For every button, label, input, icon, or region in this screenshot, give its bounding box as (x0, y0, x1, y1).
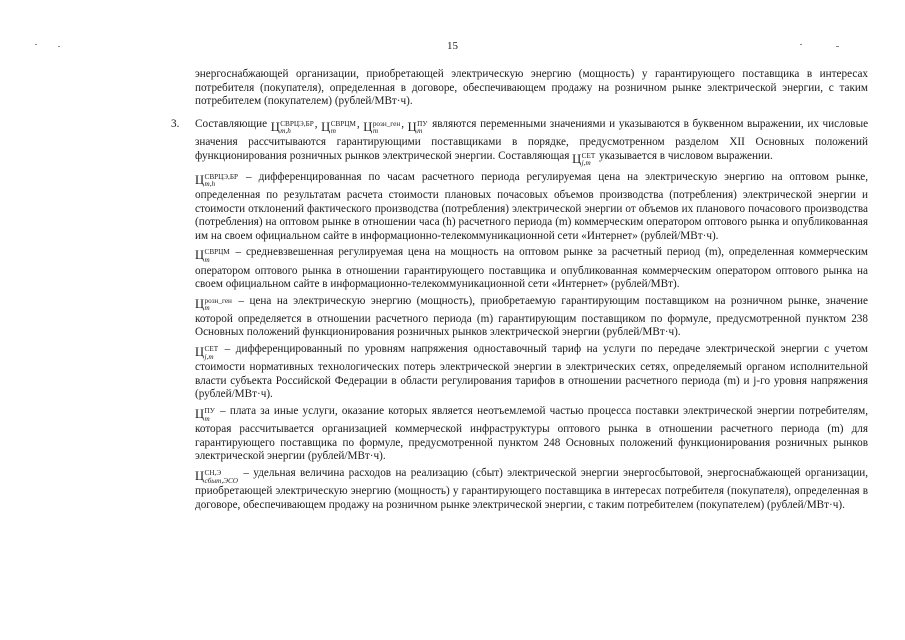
symbol-base: Ц (195, 345, 205, 360)
symbol-subscript: m (330, 127, 336, 136)
definition-sn (195, 467, 868, 512)
symbol-superscript: СЕТ (581, 151, 596, 160)
definition-text: – дифференцированный по уровням напряжения одноставочный тариф на услуги по передаче электрической энергии с учетом стоимости нормативных технологических потерь электрической энергии в электрических сетях, определяемый органом исполнительной власти субъекта Российской Федерации в области регулирования тарифов в отношении расчетного периода (m) и j-го уровня напряжения (рублей/МВт·ч). (195, 343, 869, 401)
symbol-base: Ц (195, 469, 205, 483)
scan-speck (58, 46, 60, 47)
definition-svrcm (195, 246, 868, 291)
symbol-base: Ц (195, 172, 205, 187)
symbol-superscript: розн_ген (372, 119, 401, 128)
symbol-subscript: m,h (204, 180, 216, 189)
symbol-subscript: m (417, 127, 423, 136)
document-body (171, 68, 869, 512)
definition-text: – удельная величина расходов на реализацию (сбыт) электрической энергии энергосбытовой, энергоснабжающей организации, приобретающей электрическую энергию (мощность) у гарантирующего поставщика в интересах потребителя (покупателя), определенная в договоре, обеспечивающем продажу на розничном рынке электрической энергии, с таким потребителем (покупателем) (рублей/МВт·ч). (195, 467, 868, 511)
definition-pu (195, 405, 868, 464)
item-3-text-end: указывается в числовом выражении. (599, 149, 773, 162)
scan-speck (836, 46, 839, 47)
symbol-subscript: j,m (581, 159, 591, 168)
symbol-superscript: СВРЦЭ,БР (280, 119, 314, 128)
definition-rozn-gen (195, 295, 868, 340)
symbol-c-svrce-br (271, 121, 314, 136)
symbol-base: Ц (321, 119, 331, 134)
symbol-c-pu (408, 121, 428, 136)
symbol-c-svrcm (321, 121, 356, 136)
symbol-superscript: ПУ (417, 119, 428, 128)
definition-text: – цена на электрическую энергию (мощность), приобретаемую гарантирующим поставщиком на розничном рынке, значение которой определяется в отношении расчетного периода (m) гарантирующим поставщиком по формуле, предусмотренной пунктом 238 Основных положений функционирования розничных рынков электрической энергии (рублей/МВт·ч). (195, 294, 869, 339)
symbol-superscript: ПУ (204, 407, 215, 416)
definition-text: – плата за иные услуги, оказание которых является неотъемлемой частью процесса поставки электрической энергии потребителям, которая рассчитывается организацией коммерческой инфраструктуры оптового рынка в отношении расчетного периода (m) для гарантирующего поставщика по формуле, предусмотренной пунктом 248 Основных положений функционирования розничных рынков электрической энергии (рублей/МВт·ч). (195, 405, 869, 463)
symbol-base: Ц (195, 407, 205, 422)
symbol-base: Ц (572, 151, 582, 166)
symbol-c-rozn-gen (195, 298, 232, 313)
item-3 (171, 117, 869, 168)
item-3-lead: Составляющие (195, 117, 268, 130)
symbol-c-set (572, 153, 595, 168)
separator: , (401, 117, 404, 130)
symbol-c-sn (195, 470, 238, 485)
symbol-superscript: СВРЦМ (204, 248, 230, 257)
symbol-subscript: m,h (280, 127, 291, 136)
symbol-subscript: сбыт,ЭСО (204, 476, 238, 485)
symbol-superscript: СВРЦМ (330, 119, 356, 128)
symbol-base: Ц (195, 296, 205, 311)
symbol-subscript: m (204, 414, 210, 423)
definition-set (195, 343, 868, 402)
symbol-base: Ц (270, 119, 280, 134)
symbol-superscript: СН,Э (204, 469, 222, 477)
item-number: 3. (171, 117, 180, 130)
separator: , (314, 117, 318, 130)
symbol-c-pu (195, 408, 215, 423)
symbol-c-set (195, 346, 218, 361)
scan-speck (800, 44, 802, 45)
symbol-superscript: СЕТ (204, 345, 219, 354)
symbol-base: Ц (407, 119, 417, 134)
scan-speck (35, 44, 37, 45)
intro-paragraph: энергоснабжающей организации, приобретающей электрическую энергию (мощность) у гарантирующего поставщика в интересах потребителя (покупателя), определенная в договоре, обеспечивающем продажу на розничном рынке электрической энергии, с таким потребителем (покупателем) (рублей/МВт·ч). (195, 68, 868, 108)
symbol-base: Ц (195, 248, 205, 263)
definition-text: – дифференцированная по часам расчетного периода регулируемая цена на электрическую энергию на оптовом рынке, определенная по результатам расчета стоимости плановых почасовых объемов производства (потребления) электрической энергии и стоимости отклонений фактического производства (потребления) электрической энергии от объемов их планового почасового производства (потребления) на оптовом рынке в отношении часа (h) расчетного периода (m) коммерческим оператором оптового рынка и опубликованная им на своем официальном сайте в информационно-телекоммуникационной сети «Интернет» (рублей/МВт·ч). (195, 170, 869, 242)
symbol-subscript: j,m (204, 352, 214, 361)
symbol-base: Ц (363, 119, 373, 134)
separator: , (356, 117, 360, 130)
page-number: 15 (447, 40, 458, 52)
definition-svrce-br (195, 171, 868, 244)
symbol-superscript: СВРЦЭ,БР (204, 172, 238, 181)
symbol-subscript: m (204, 304, 210, 313)
symbol-subscript: m (372, 127, 379, 136)
definition-text: – средневзвешенная регулируемая цена на мощность на оптовом рынке за расчетный период (m), определенная коммерческим оператором оптового рынка в отношении гарантирующего поставщика и опубликованная коммерческим оператором оптового рынка на своем официальном сайте в информационно-телекоммуникационной сети «Интернет» (рублей/МВт). (195, 246, 869, 291)
symbol-superscript: розн_ген (204, 296, 232, 305)
symbol-subscript: m (204, 255, 210, 264)
symbol-c-svrce-br (195, 174, 238, 189)
symbol-c-svrcm (195, 249, 230, 264)
item-3-text: являются переменными значениями и указываются в буквенном выражении, их числовые значения рассчитываются гарантирующими поставщиками в порядке, предусмотренном разделом XII Основных положений функционирования розничных рынков электрической энергии. Составляющая (195, 117, 869, 162)
symbol-c-rozn-gen (363, 121, 400, 136)
